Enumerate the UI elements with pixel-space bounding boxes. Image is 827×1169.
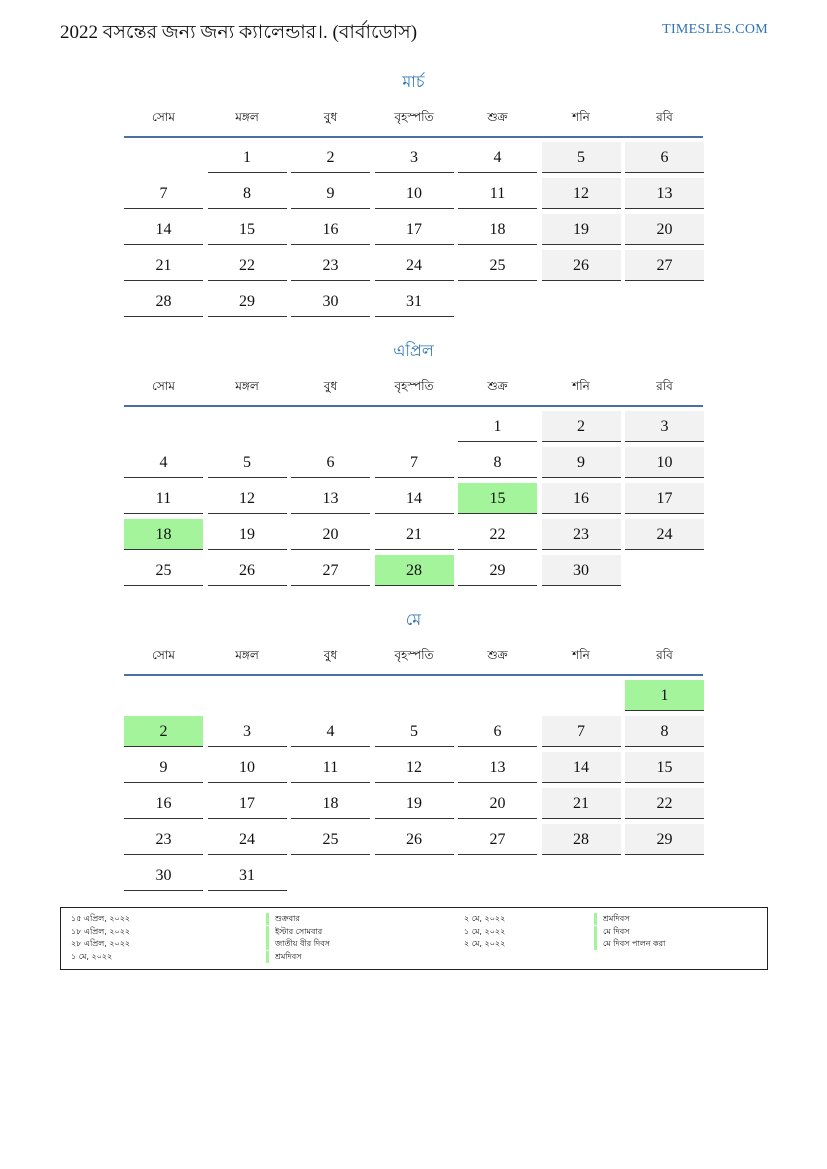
day-cell: 2 — [542, 411, 621, 442]
day-cell: 27 — [625, 250, 704, 281]
day-cell: 19 — [375, 788, 454, 819]
day-cell: 14 — [542, 752, 621, 783]
day-cell: 4 — [124, 447, 203, 478]
month-block — [124, 70, 703, 310]
weekday-label: শনি — [572, 648, 590, 662]
day-cell: 4 — [291, 716, 370, 747]
legend-date: ১ মে, ২০২২ — [71, 951, 113, 961]
day-cell: 8 — [625, 716, 704, 747]
weekday-label: শুক্র — [487, 379, 508, 393]
weekday-label: বুধ — [323, 379, 338, 393]
day-cell: 25 — [291, 824, 370, 855]
day-cell: 16 — [124, 788, 203, 819]
day-cell: 15 — [208, 214, 287, 245]
day-cell: 17 — [625, 483, 704, 514]
day-cell: 24 — [375, 250, 454, 281]
day-cell: 4 — [458, 142, 537, 173]
day-cell: 28 — [124, 286, 203, 317]
month-title: এপ্রিল — [393, 341, 434, 360]
day-cell: 25 — [458, 250, 537, 281]
day-cell: 18 — [291, 788, 370, 819]
weekday-header — [124, 373, 703, 409]
day-cell: 14 — [375, 483, 454, 514]
day-cell: 9 — [124, 752, 203, 783]
weekday-label: মঙ্গল — [235, 648, 259, 662]
day-cell: 12 — [542, 178, 621, 209]
day-cell: 7 — [124, 178, 203, 209]
day-cell: 20 — [458, 788, 537, 819]
day-cell: 8 — [208, 178, 287, 209]
day-cell: 5 — [208, 447, 287, 478]
header-rule — [124, 136, 703, 138]
legend-holiday-name: মে দিবস — [594, 926, 629, 938]
day-cell: 22 — [458, 519, 537, 550]
weekday-label: শনি — [572, 110, 590, 124]
weekday-label: রবি — [656, 110, 673, 124]
day-cell: 10 — [208, 752, 287, 783]
month-block — [124, 339, 703, 579]
day-cell: 11 — [291, 752, 370, 783]
weekday-label: বৃহস্পতি — [394, 110, 434, 124]
day-cell: 18 — [458, 214, 537, 245]
holiday-day-cell: 2 — [124, 716, 203, 747]
day-cell: 26 — [208, 555, 287, 586]
weekday-label: বুধ — [323, 648, 338, 662]
day-cell: 24 — [625, 519, 704, 550]
day-cell: 14 — [124, 214, 203, 245]
day-cell: 29 — [625, 824, 704, 855]
legend-holiday-name: ইস্টার সোমবার — [266, 926, 322, 938]
day-cell: 20 — [625, 214, 704, 245]
month-block — [124, 608, 703, 884]
day-cell: 23 — [542, 519, 621, 550]
month-title: মে — [405, 610, 422, 629]
legend-date: ২ মে, ২০২২ — [464, 939, 506, 948]
legend-date: ১ মে, ২০২২ — [464, 926, 506, 936]
weekday-label: শনি — [572, 379, 590, 393]
day-cell: 26 — [542, 250, 621, 281]
day-cell: 19 — [542, 214, 621, 245]
day-cell: 21 — [124, 250, 203, 281]
day-cell: 31 — [208, 860, 287, 891]
weekday-label: মঙ্গল — [235, 110, 259, 124]
day-cell: 26 — [375, 824, 454, 855]
weekday-label: শুক্র — [487, 648, 508, 662]
holiday-day-cell: 15 — [458, 483, 537, 514]
page-title: 2022 বসন্তের জন্য জন্য ক্যালেন্ডার।. (বার্বাডোস) — [60, 22, 418, 43]
brand-link[interactable]: TIMESLES.COM — [662, 22, 768, 37]
day-cell: 19 — [208, 519, 287, 550]
day-cell: 10 — [375, 178, 454, 209]
day-cell: 12 — [375, 752, 454, 783]
day-cell: 9 — [542, 447, 621, 478]
page-header — [60, 18, 768, 46]
day-cell: 24 — [208, 824, 287, 855]
weekday-label: মঙ্গল — [235, 379, 259, 393]
day-cell: 6 — [625, 142, 704, 173]
weekday-header — [124, 642, 703, 678]
day-cell: 8 — [458, 447, 537, 478]
day-cell: 22 — [208, 250, 287, 281]
day-cell: 28 — [542, 824, 621, 855]
day-cell: 10 — [625, 447, 704, 478]
day-cell: 21 — [375, 519, 454, 550]
day-cell: 5 — [542, 142, 621, 173]
day-cell: 27 — [291, 555, 370, 586]
day-cell: 23 — [291, 250, 370, 281]
day-cell: 12 — [208, 483, 287, 514]
weekday-label: সোম — [152, 379, 175, 393]
day-cell: 16 — [291, 214, 370, 245]
day-cell: 9 — [291, 178, 370, 209]
weekday-label: বুধ — [323, 110, 338, 124]
day-cell: 29 — [458, 555, 537, 586]
day-cell: 30 — [542, 555, 621, 586]
weekday-header — [124, 104, 703, 140]
day-cell: 6 — [458, 716, 537, 747]
day-cell: 15 — [625, 752, 704, 783]
legend-holiday-name: মে দিবস পালন করা — [594, 938, 665, 950]
day-cell: 17 — [208, 788, 287, 819]
holiday-day-cell: 18 — [124, 519, 203, 550]
day-cell: 13 — [291, 483, 370, 514]
day-cell: 17 — [375, 214, 454, 245]
day-cell: 2 — [291, 142, 370, 173]
weekday-label: বৃহস্পতি — [394, 379, 434, 393]
day-cell: 3 — [625, 411, 704, 442]
day-cell: 7 — [375, 447, 454, 478]
day-cell: 27 — [458, 824, 537, 855]
day-cell: 31 — [375, 286, 454, 317]
day-cell: 30 — [124, 860, 203, 891]
day-cell: 11 — [124, 483, 203, 514]
day-cell: 13 — [625, 178, 704, 209]
day-cell: 22 — [625, 788, 704, 819]
weekday-label: রবি — [656, 379, 673, 393]
weekday-label: বৃহস্পতি — [394, 648, 434, 662]
day-cell: 23 — [124, 824, 203, 855]
day-cell: 1 — [208, 142, 287, 173]
day-cell: 16 — [542, 483, 621, 514]
legend-holiday-name: শ্রমদিবস — [266, 951, 302, 963]
legend-date: ১৮ এপ্রিল, ২০২২ — [71, 926, 131, 936]
holiday-legend — [60, 907, 768, 970]
legend-holiday-name: শ্রমদিবস — [594, 913, 630, 925]
weekday-label: রবি — [656, 648, 673, 662]
legend-holiday-name: জাতীয় বীর দিবস — [266, 938, 330, 950]
day-cell: 25 — [124, 555, 203, 586]
day-cell: 20 — [291, 519, 370, 550]
day-cell: 13 — [458, 752, 537, 783]
legend-date: ১৫ এপ্রিল, ২০২২ — [71, 914, 131, 923]
header-rule — [124, 405, 703, 407]
weekday-label: সোম — [152, 110, 175, 124]
holiday-day-cell: 28 — [375, 555, 454, 586]
month-title: মার্চ — [402, 72, 425, 91]
legend-date: ২৮ এপ্রিল, ২০২২ — [71, 939, 131, 948]
day-cell: 3 — [208, 716, 287, 747]
day-cell: 11 — [458, 178, 537, 209]
header-rule — [124, 674, 703, 676]
weekday-label: শুক্র — [487, 110, 508, 124]
day-cell: 3 — [375, 142, 454, 173]
day-cell: 1 — [458, 411, 537, 442]
day-cell: 29 — [208, 286, 287, 317]
holiday-day-cell: 1 — [625, 680, 704, 711]
day-cell: 7 — [542, 716, 621, 747]
day-cell: 5 — [375, 716, 454, 747]
legend-date: ২ মে, ২০২২ — [464, 914, 506, 923]
day-cell: 6 — [291, 447, 370, 478]
weekday-label: সোম — [152, 648, 175, 662]
legend-holiday-name: শুক্রবার — [266, 913, 300, 925]
day-cell: 21 — [542, 788, 621, 819]
day-cell: 30 — [291, 286, 370, 317]
